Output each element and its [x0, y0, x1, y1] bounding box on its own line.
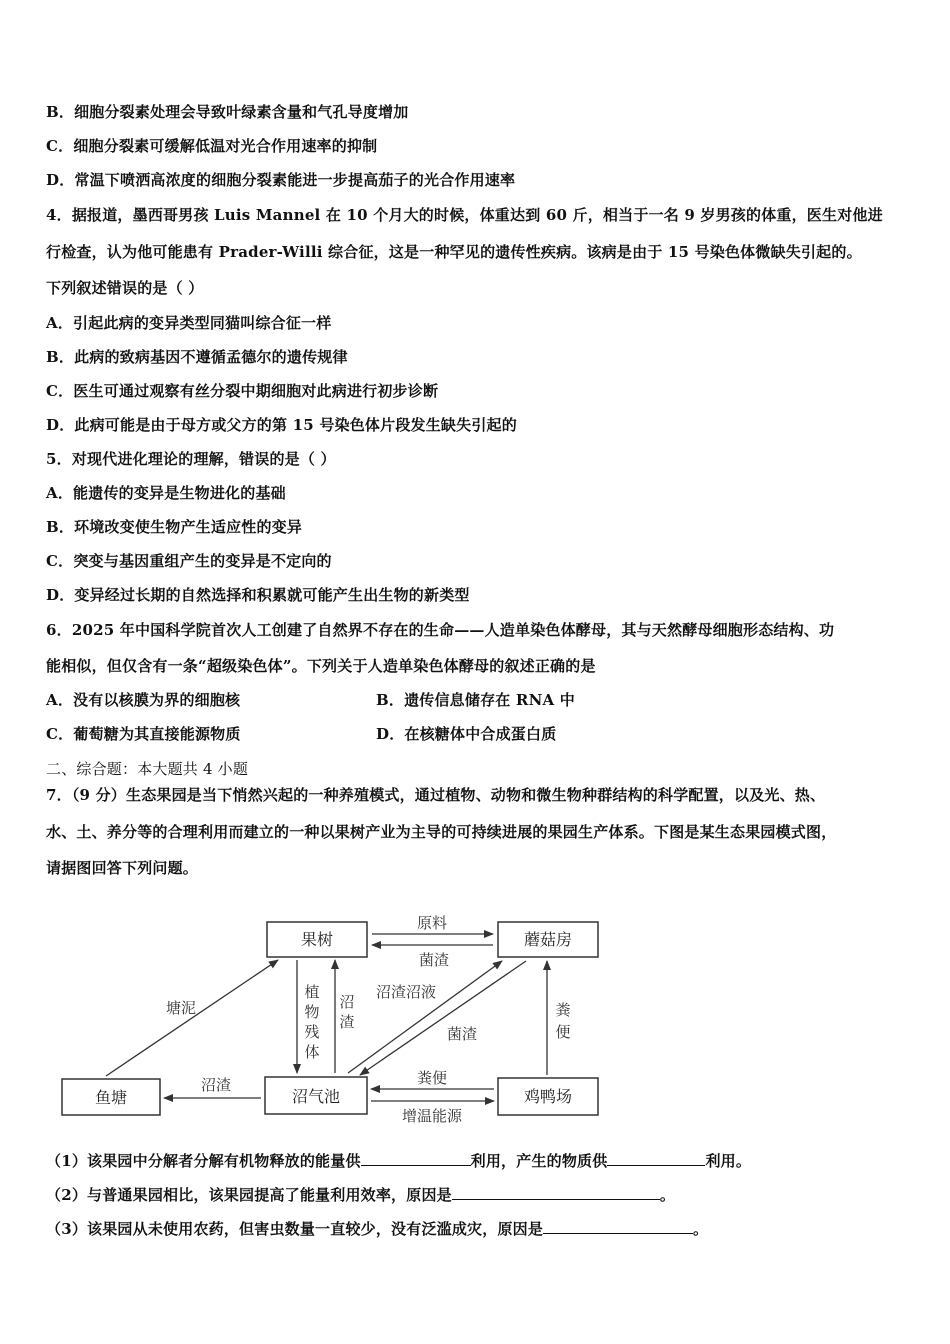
label-residue-liquid: 沼渣沼液	[375, 983, 437, 1001]
q5-stem: 5．对现代进化理论的理解，错误的是（ ）	[46, 450, 336, 468]
q5-option-d: D．变异经过长期的自然选择和积累就可能产生出生物的新类型	[46, 586, 470, 604]
node-biogas-label: 沼气池	[291, 1087, 341, 1106]
svg-text:体: 体	[304, 1043, 320, 1061]
label-pond-mud: 塘泥	[165, 999, 197, 1017]
q7-sub3	[46, 1219, 708, 1239]
q4-stem-line3: 下列叙述错误的是（ ）	[46, 279, 204, 297]
q7-sub2-text-a: （2）与普通果园相比，该果园提高了能量利用效率，原因是	[46, 1186, 452, 1204]
q5-option-a: A．能遗传的变异是生物进化的基础	[46, 484, 286, 502]
q7-sub2-text-b: 。	[659, 1186, 676, 1204]
label-manure-bottom: 粪便	[416, 1069, 448, 1087]
arrow-fungal-residue-diag	[360, 961, 526, 1075]
node-poultry-label: 鸡鸭场	[523, 1087, 573, 1106]
svg-text:粪: 粪	[555, 1001, 571, 1019]
svg-text:物: 物	[304, 1003, 320, 1021]
node-orchard	[267, 922, 367, 957]
q4-stem-line2: 行检查，认为他可能患有 Prader-Willi 综合征，这是一种罕见的遗传性疾病。该病是由于 15 号染色体微缺失引起的。	[46, 243, 862, 261]
label-biogas-residue-up	[339, 993, 354, 1031]
label-manure-right	[555, 1001, 571, 1041]
answer-blank-4[interactable]	[543, 1219, 693, 1234]
answer-blank-1[interactable]	[361, 1151, 471, 1166]
label-heating-energy: 增温能源	[401, 1107, 463, 1125]
q7-stem-line3: 请据图回答下列问题。	[46, 859, 199, 877]
q7-sub1	[46, 1151, 751, 1171]
q6-option-c: C．葡萄糖为其直接能源物质	[46, 725, 241, 743]
answer-blank-2[interactable]	[607, 1151, 705, 1166]
q6-option-a: A．没有以核膜为界的细胞核	[46, 691, 241, 709]
q6-option-d: D．在核糖体中合成蛋白质	[376, 725, 557, 743]
q7-sub2	[46, 1185, 675, 1205]
node-orchard-label: 果树	[300, 930, 334, 949]
q6-option-b: B．遗传信息储存在 RNA 中	[376, 691, 575, 709]
node-poultry-farm	[498, 1078, 598, 1115]
q7-sub1-text-b: 利用，产生的物质供	[470, 1152, 608, 1170]
label-fungal-residue-top: 菌渣	[418, 951, 450, 969]
arrow-residue-liquid	[348, 961, 502, 1073]
q3-option-c: C．细胞分裂素可缓解低温对光合作用速率的抑制	[46, 137, 378, 155]
q3-option-d: D．常温下喷洒高浓度的细胞分裂素能进一步提高茄子的光合作用速率	[46, 171, 516, 189]
q5-option-c: C．突变与基因重组产生的变异是不定向的	[46, 552, 332, 570]
svg-text:便: 便	[555, 1023, 571, 1041]
q6-stem-line1: 6．2025 年中国科学院首次人工创建了自然界不存在的生命——人造单染色体酵母，其与天然酵母细胞形态结构、功	[46, 621, 835, 639]
svg-text:残: 残	[304, 1023, 320, 1041]
svg-text:沼: 沼	[339, 993, 355, 1011]
label-fungal-residue-diag: 菌渣	[446, 1025, 478, 1043]
q6-stem-line2: 能相似，但仅含有一条“超级染色体”。下列关于人造单染色体酵母的叙述正确的是	[46, 657, 596, 675]
node-pond-label: 鱼塘	[94, 1088, 128, 1107]
svg-text:植: 植	[304, 983, 320, 1001]
node-biogas-pit	[265, 1077, 367, 1114]
ecological-orchard-diagram	[56, 915, 616, 1125]
node-mushroom-label: 蘑菇房	[523, 930, 573, 949]
q3-option-b: B．细胞分裂素处理会导致叶绿素含量和气孔导度增加	[46, 103, 409, 121]
q7-stem-line2: 水、土、养分等的合理利用而建立的一种以果树产业为主导的可持续进展的果园生产体系。下图是某生态果园模式图，	[46, 823, 837, 841]
node-mushroom-house	[498, 922, 598, 957]
q7-stem-line1: 7．（9 分）生态果园是当下悄然兴起的一种养殖模式，通过植物、动物和微生物种群结构的科学配置，以及光、热、	[46, 786, 826, 804]
q7-sub3-text-a: （3）该果园从未使用农药，但害虫数量一直较少，没有泛滥成灾，原因是	[46, 1220, 544, 1238]
q7-sub3-text-b: 。	[693, 1220, 709, 1238]
q4-option-b: B．此病的致病基因不遵循孟德尔的遗传规律	[46, 348, 348, 366]
q4-option-a: A．引起此病的变异类型同猫叫综合征一样	[46, 314, 332, 332]
label-plant-residue	[304, 983, 319, 1061]
q4-option-c: C．医生可通过观察有丝分裂中期细胞对此病进行初步诊断	[46, 382, 439, 400]
svg-text:渣: 渣	[339, 1013, 355, 1031]
answer-blank-3[interactable]	[452, 1185, 660, 1200]
arrow-pond-mud	[106, 960, 278, 1076]
label-raw-material: 原料	[416, 915, 448, 932]
q4-stem-line1: 4．据报道，墨西哥男孩 Luis Mannel 在 10 个月大的时候，体重达到 60 斤，相当于一名 9 岁男孩的体重，医生对他进	[46, 206, 883, 224]
label-residue-left: 沼渣	[200, 1076, 232, 1094]
q4-option-d: D．此病可能是由于母方或父方的第 15 号染色体片段发生缺失引起的	[46, 416, 517, 434]
q5-option-b: B．环境改变使生物产生适应性的变异	[46, 518, 303, 536]
section-heading: 二、综合题：本大题共 4 小题	[46, 760, 249, 778]
q7-sub1-text-a: （1）该果园中分解者分解有机物释放的能量供	[46, 1152, 361, 1170]
node-fish-pond	[62, 1079, 160, 1115]
q7-sub1-text-c: 利用。	[705, 1152, 752, 1170]
